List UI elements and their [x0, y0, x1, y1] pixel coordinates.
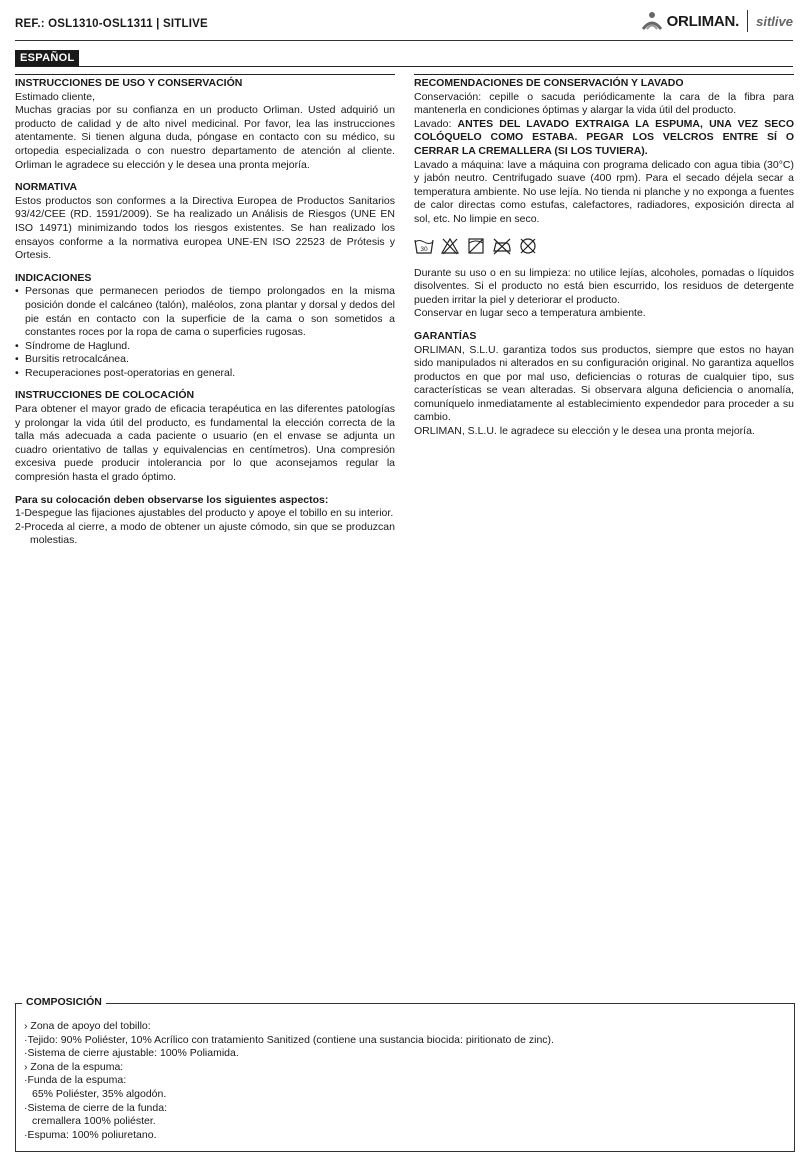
composition-line: cremallera 100% poliéster. [32, 1115, 156, 1128]
list-item: • Recuperaciones post-operatorias en general. [15, 367, 395, 381]
list-item: • Síndrome de Haglund. [15, 340, 395, 354]
list-item: • Bursitis retrocalcánea. [15, 353, 395, 367]
wash-30-icon [414, 237, 434, 255]
steps-list [15, 507, 395, 548]
paragraph [414, 118, 794, 159]
right-column [414, 74, 794, 448]
brand-logo [641, 10, 793, 32]
section-title: GARANTÍAS [414, 329, 477, 342]
language-bar [15, 54, 793, 67]
brand-name: ORLIMAN. [666, 12, 740, 30]
list-item: 2-Proceda al cierre, a modo de obtener un ajuste cómodo, sin que se produzcan molestias. [15, 520, 395, 547]
section-colocacion [15, 389, 395, 548]
paragraph: Conservación: cepille o sacuda periódicamente la cara de la fibra para mantenerla en condiciones óptimas y alargar la vida útil del producto. [414, 90, 794, 117]
paragraph: ORLIMAN, S.L.U. garantiza todos sus productos, siempre que estos no hayan sido manipulados ni alterados en su configuración original. No garantiza aquellos productos en que por mal uso, deficiencias o roturas de cualquier tipo, sus características se vean alteradas. Si observara alguna deficiencia o anomalía, comuníquelo inmediatamente al establecimiento expendedor para proceder a su cambio. [414, 343, 794, 424]
paragraph: Muchas gracias por su confianza en un producto Orliman. Usted adquirió un producto de calidad y de alto nivel medicinal. Por favor, lea las instrucciones atentamente. Si tienen alguna duda, póngase en contacto con su médico, su ortopedia especializada o con nuestro departamento de atención al cliente. Orliman le agradece su elección y le desea una pronta mejoría. [15, 104, 395, 171]
paragraph: Para obtener el mayor grado de eficacia terapéutica en las diferentes patologías y prolongar la vida útil del producto, es fundamental la elección correcta de la talla más adecuada a cada paciente o usuario (en el envase se adjunta un cuadro orientativo de tallas y equivalencias en centímetros). Una compresión excesiva puede producir intolerancia por lo que aconsejamos regular la compresión hasta el grado óptimo. [15, 403, 395, 484]
section-title: INDICACIONES [15, 271, 92, 284]
paragraph: Durante su uso o en su limpieza: no utilice lejías, alcoholes, pomadas o líquidos disolventes. Si el producto no está bien escurrido, los residuos de detergente pueden irritar la piel y deteriorar el producto. [414, 266, 794, 306]
reference-code: REF.: OSL1310-OSL1311 | SITLIVE [15, 18, 208, 30]
composition-line: ·Funda de la espuma: [24, 1074, 127, 1087]
paragraph: ORLIMAN, S.L.U. le agradece su elección y le desea una pronta mejoría. [414, 425, 755, 438]
paragraph: Conservar en lugar seco a temperatura ambiente. [414, 307, 646, 320]
section-conservacion [414, 77, 794, 321]
no-bleach-icon [440, 237, 460, 255]
composition-line: ·Tejido: 90% Poliéster, 10% Acrílico con tratamiento Sanitized (contiene una sustancia biocida: piritionato de zinc). [24, 1033, 554, 1046]
composition-line: › Zona de apoyo del tobillo: [24, 1020, 151, 1032]
paragraph: Lavado a máquina: lave a máquina con programa delicado con agua tibia (30°C) y jabón neutro. Centrifugado suave (400 rpm). Para el secado déjela secar a temperatura ambiente. No use lejía. No tienda ni planche y no exponga a fuentes de calor directas como estufas, calefactores, radiadores, exposición directa al sol, etc. No limpie en seco. [414, 158, 794, 225]
composition-title: COMPOSICIÓN [22, 996, 106, 1008]
section-indicaciones [15, 272, 395, 381]
section-title: INSTRUCCIONES DE COLOCACIÓN [15, 389, 195, 402]
product-line: sitlive [756, 13, 793, 29]
composition-line: 65% Poliéster, 35% algodón. [32, 1087, 167, 1100]
composition-line: ·Sistema de cierre de la funda: [24, 1101, 167, 1114]
section-title: NORMATIVA [15, 181, 78, 194]
care-icons [414, 237, 794, 255]
wash-temperature: 30 [420, 245, 428, 253]
column-rule [15, 74, 395, 75]
section-garantias [414, 330, 794, 439]
no-tumble-dry-icon [466, 237, 486, 255]
header-rule [15, 40, 793, 41]
composition-line: ·Espuma: 100% poliuretano. [24, 1128, 157, 1141]
lavado-label: Lavado: [414, 117, 458, 130]
section-uso [15, 77, 395, 172]
logo-divider [747, 10, 748, 32]
left-column [15, 74, 395, 557]
section-normativa [15, 181, 395, 263]
indications-list [15, 285, 395, 380]
list-item: • Personas que permanecen periodos de tiempo prolongados en la misma posición donde el calcáneo (talón), maléolos, zona plantar y dorsal y dedos del pie están en contacto con la superficie de la cama o son sometidos a constantes roces por la ropa de cama o superficies rugosas. [15, 285, 395, 339]
section-title: INSTRUCCIONES DE USO Y CONSERVACIÓN [15, 77, 243, 89]
subtitle: Para su colocación deben observarse los siguientes aspectos: [15, 493, 329, 506]
composition-body [24, 1020, 554, 1142]
language-label: ESPAÑOL [15, 50, 79, 66]
column-rule [414, 74, 794, 75]
paragraph: Estos productos son conformes a la Directiva Europea de Productos Sanitarios 93/42/CEE (RD. 1591/2009). Se ha realizado un Análisis de Riesgos (UNE EN ISO 14971) minimizando todos los riesgos existentes. Se han realizado los ensayos conforme a la normativa europea UNE-EN ISO 22523 de Prótesis y Ortesis. [15, 194, 395, 262]
orliman-logo-icon [641, 11, 663, 31]
composition-box [15, 996, 795, 1152]
section-title: RECOMENDACIONES DE CONSERVACIÓN Y LAVADO [414, 77, 684, 89]
composition-line: ·Sistema de cierre ajustable: 100% Poliamida. [24, 1047, 239, 1060]
list-item: 1-Despegue las fijaciones ajustables del producto y apoye el tobillo en su interior. [15, 507, 394, 520]
greeting: Estimado cliente, [15, 90, 95, 103]
lavado-warning: ANTES DEL LAVADO EXTRAIGA LA ESPUMA, UNA VEZ SECO COLÓQUELO COMO ESTABA. PEGAR LOS VELCROS ENTRE SÍ O CERRAR LA CREMALLERA (SI LOS TUVIERA). [414, 117, 794, 157]
no-dry-clean-icon [518, 237, 538, 255]
no-iron-icon [492, 237, 512, 255]
composition-line: › Zona de la espuma: [24, 1060, 124, 1073]
